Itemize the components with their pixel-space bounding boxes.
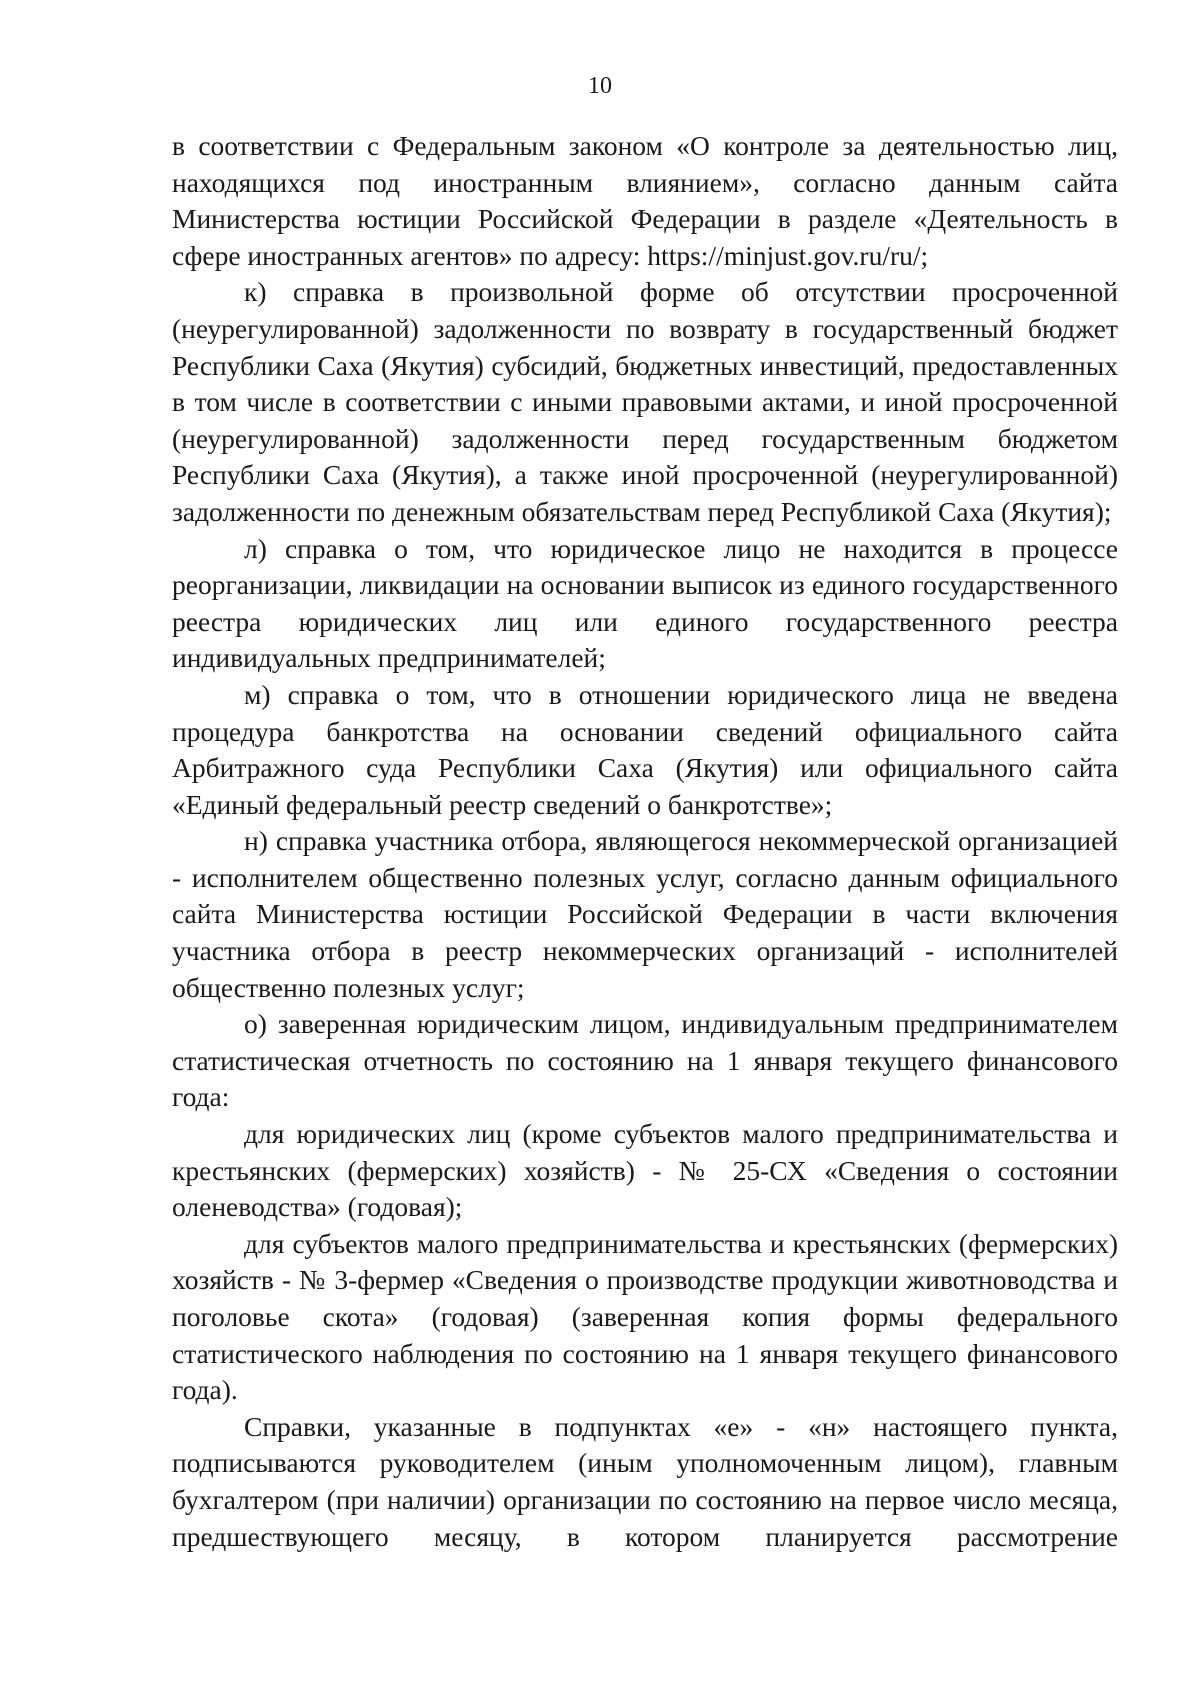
document-body <box>172 128 1118 1555</box>
paragraph-item-o: о) заверенная юридическим лицом, индивидуальным предпринимателем статистическая отчетность по состоянию на 1 января текущего финансового года: <box>172 1008 1118 1113</box>
paragraph-certificates-signing: Справки, указанные в подпунктах «е» - «н» настоящего пункта, подписываются руководителем (иным уполномоченным лицом), главным бухгалтером (при наличии) организации по состоянию на первое число месяца, предшествующего месяцу, в котором планируется рассмотрение <box>172 1410 1118 1552</box>
paragraph-item-k: к) справка в произвольной форме об отсутствии просроченной (неурегулированной) задолженности по возврату в государственный бюджет Республики Саха (Якутия) субсидий, бюджетных инвестиций, предоставленных в том числе в соответствии с иными правовыми актами, и иной просроченной (неурегулированной) задолженности перед государственным бюджетом Республики Саха (Якутия), а также иной просроченной (неурегулированной) задолженности по денежным обязательствам перед Республикой Саха (Якутия); <box>172 276 1118 527</box>
paragraph-item-m: м) справка о том, что в отношении юридического лица не введена процедура банкротства на основании сведений официального сайта Арбитражного суда Республики Саха (Якутия) или официального сайта «Единый федеральный реестр сведений о банкротстве»; <box>172 678 1118 820</box>
paragraph-continuation: в соответствии с Федеральным законом «О контроле за деятельностью лиц, находящихся под иностранным влиянием», согласно данным сайта Министерства юстиции Российской Федерации в разделе «Деятельность в сфере иностранных агентов» по адресу: https://minjust.gov.ru/ru/; <box>172 130 1118 271</box>
paragraph-item-l: л) справка о том, что юридическое лицо не находится в процессе реорганизации, ликвидации на основании выписок из единого государственного реестра юридических лиц или единого государственного реестра индивидуальных предпринимателей; <box>172 532 1118 674</box>
paragraph-item-n: н) справка участника отбора, являющегося некоммерческой организацией - исполнителем общественно полезных услуг, согласно данным официального сайта Министерства юстиции Российской Федерации в части включения участника отбора в реестр некоммерческих организаций - исполнителей общественно полезных услуг; <box>172 825 1118 1003</box>
paragraph-small-business: для субъектов малого предпринимательства и крестьянских (фермерских) хозяйств - № 3-фермер «Сведения о производстве продукции животноводства и поголовье скота» (годовая) (заверенная копия формы федерального статистического наблюдения по состоянию на 1 января текущего финансового года). <box>172 1227 1118 1406</box>
page-number: 10 <box>588 73 612 99</box>
paragraph-legal-entities: для юридических лиц (кроме субъектов малого предпринимательства и крестьянских (фермерских) хозяйств) - № 25-СХ «Сведения о состоянии оленеводства» (годовая); <box>172 1118 1118 1223</box>
